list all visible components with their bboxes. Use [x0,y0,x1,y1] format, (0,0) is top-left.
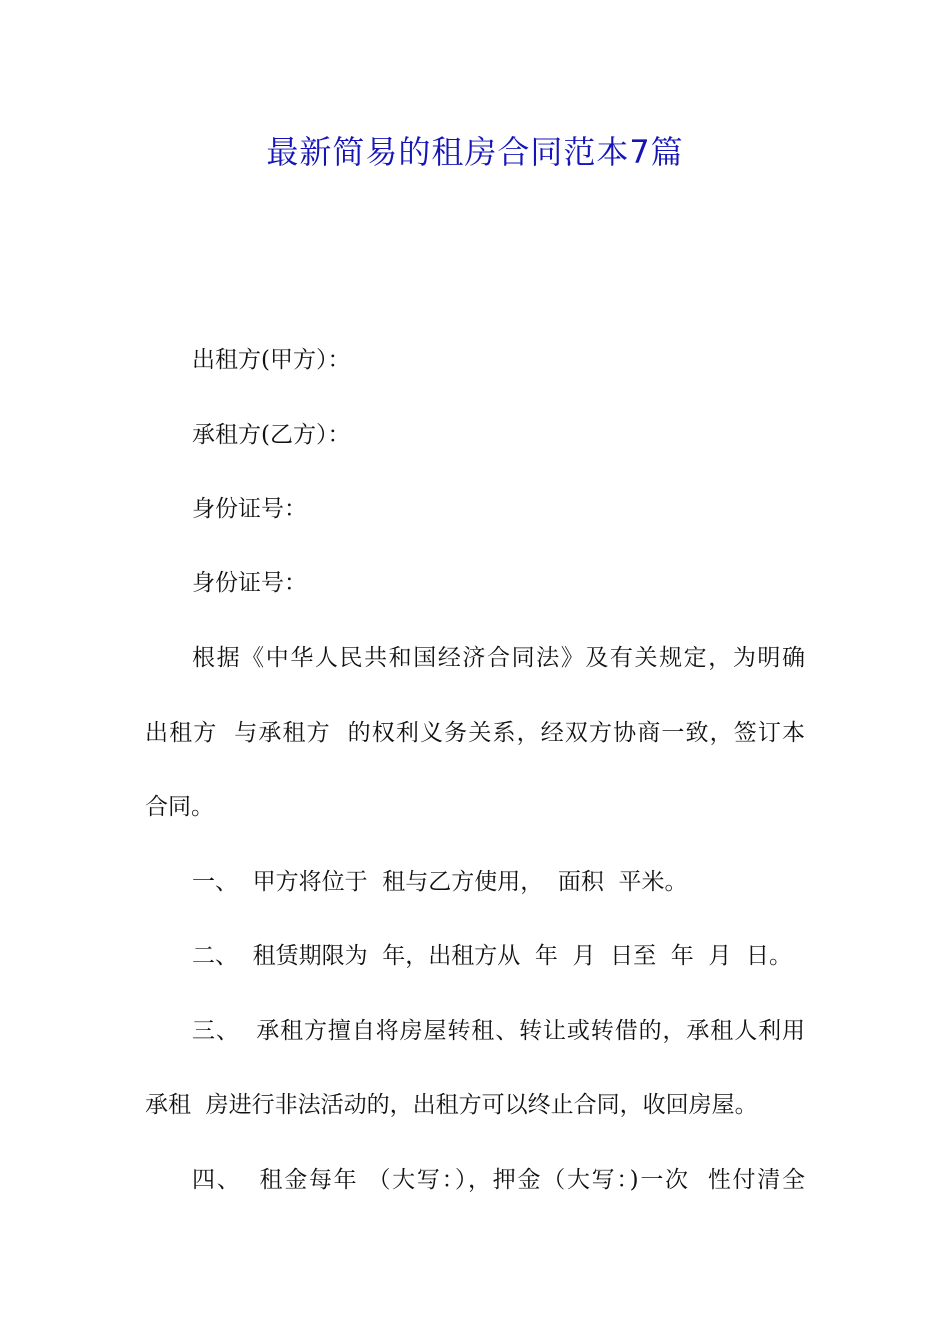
clause-4-line-1: 四、 租金每年 （大写：），押金（大写：)一次 性付清全 [192,1167,805,1193]
preamble-line-1: 根据《中华人民共和国经济合同法》及有关规定，为明确 [192,645,805,671]
id-number-field-2: 身份证号： [192,570,307,596]
preamble-line-2: 出租方 与承租方 的权利义务关系，经双方协商一致，签订本 [145,720,805,746]
clause-3-line-2: 承租 房进行非法活动的，出租方可以终止合同，收回房屋。 [145,1092,758,1118]
clause-2: 二、 租赁期限为 年，出租方从 年 月 日至 年 月 日。 [192,943,792,969]
clause-1: 一、 甲方将位于 租与乙方使用， 面积 平米。 [192,869,688,895]
lessee-field: 承租方(乙方）： [192,422,351,448]
lessor-field: 出租方(甲方）： [192,347,351,373]
document-title: 最新简易的租房合同范本7篇 [266,133,684,171]
preamble-line-3: 合同。 [145,794,214,820]
clause-3-line-1: 三、 承租方擅自将房屋转租、转让或转借的，承租人利用 [192,1018,805,1044]
id-number-field-1: 身份证号： [192,496,307,522]
